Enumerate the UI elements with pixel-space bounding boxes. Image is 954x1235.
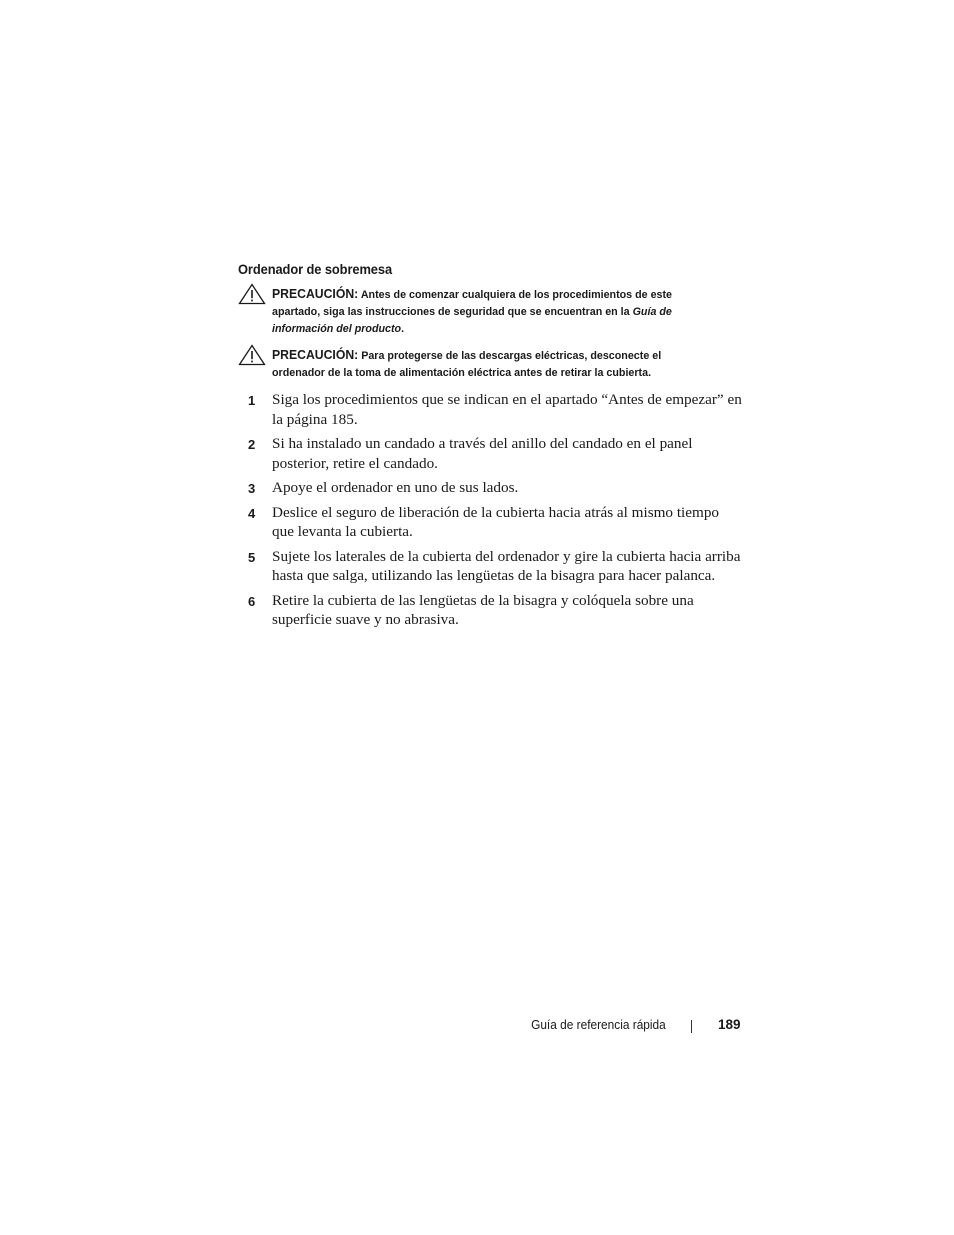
step-number: 6 (248, 593, 256, 609)
section-title: Ordenador de sobremesa (238, 261, 393, 277)
warning-triangle-icon (238, 344, 266, 366)
step-number: 2 (248, 437, 256, 452)
caution-text (272, 346, 714, 382)
step-number: 1 (248, 393, 256, 408)
caution-suffix: . (401, 323, 405, 335)
step-text: Retire la cubierta de las lengüetas de la bisagra y colóquela sobre una superficie suave y no abrasiva. (272, 591, 694, 628)
step-text: Si ha instalado un candado a través del anillo del candado en el panel posterior, retire el candado. (272, 435, 693, 472)
warning-triangle-icon (238, 283, 266, 305)
caution-label: PRECAUCIÓN: (272, 286, 359, 301)
caution-label: PRECAUCIÓN: (272, 347, 359, 362)
step-item (248, 434, 748, 473)
step-number: 3 (248, 481, 256, 496)
step-number: 5 (248, 549, 256, 565)
page-footer (0, 1015, 954, 1035)
step-text: Sujete los laterales de la cubierta del ordenador y gire la cubierta hacia arriba hasta que salga, utilizando las lengüetas de la bisagra para hacer palanca. (272, 547, 741, 584)
step-text: Siga los procedimientos que se indican en el apartado “Antes de empezar” en la página 185. (272, 391, 742, 428)
caution-text (272, 285, 714, 338)
caution-body: Antes de comenzar cualquiera de los procedimientos de este apartado, siga las instrucciones de seguridad que se encuentran en la (272, 289, 673, 318)
step-text: Apoye el ordenador en uno de sus lados. (272, 479, 519, 496)
step-item (248, 390, 748, 429)
footer-title: Guía de referencia rápida (531, 1018, 666, 1032)
footer-divider (691, 1020, 692, 1033)
page-number: 189 (718, 1017, 741, 1032)
step-text: Deslice el seguro de liberación de la cubierta hacia atrás al mismo tiempo que levanta la cubierta. (272, 503, 720, 540)
procedure-steps (248, 390, 748, 635)
caution-emphasis: Guía de información del producto (272, 306, 672, 335)
step-item (248, 503, 748, 542)
caution-body: Para protegerse de las descargas eléctricas, desconecte el ordenador de la toma de alimentación eléctrica antes de retirar la cubierta. (272, 350, 662, 379)
step-item (248, 478, 748, 498)
step-item (248, 547, 748, 586)
step-number: 4 (248, 505, 256, 521)
step-item (248, 591, 748, 630)
